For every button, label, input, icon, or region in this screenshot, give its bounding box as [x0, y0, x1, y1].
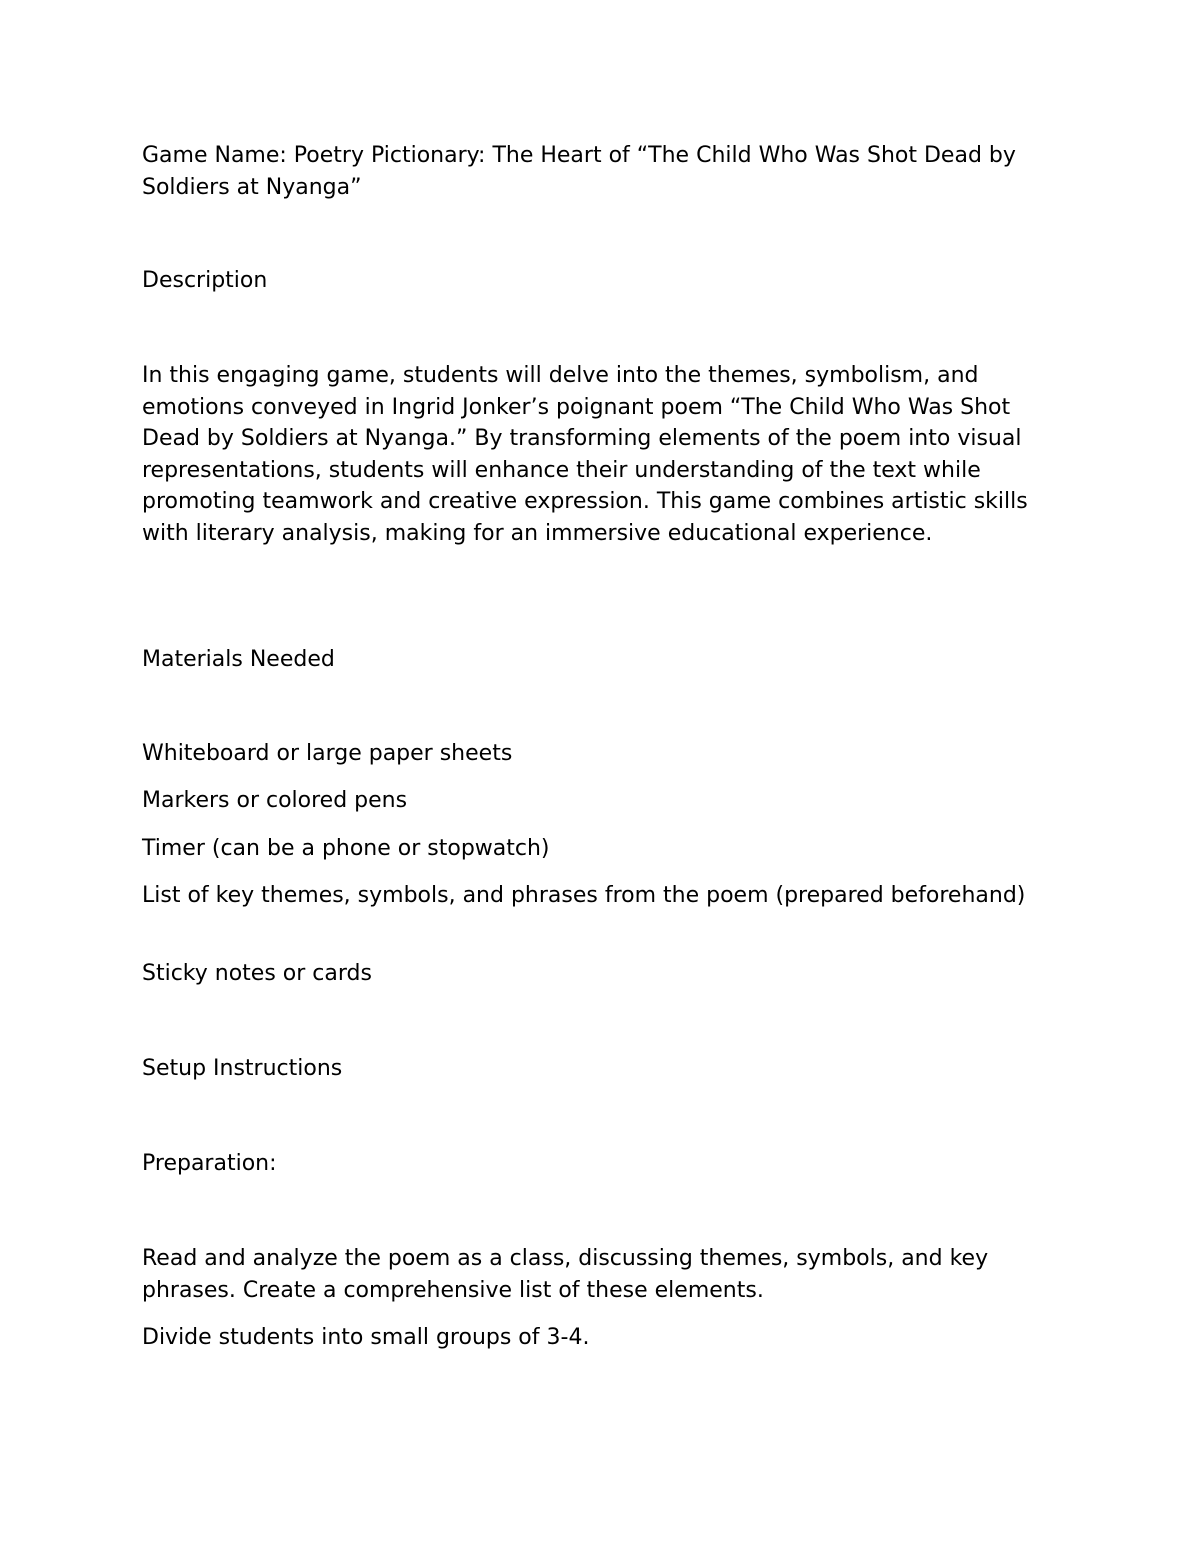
material-item: Markers or colored pens — [142, 788, 408, 813]
setup-heading: Setup Instructions — [142, 1056, 343, 1081]
document-title: Game Name: Poetry Pictionary: The Heart of “The Child Who Was Shot Dead by Soldiers at Nyanga” — [142, 143, 1016, 200]
materials-heading: Materials Needed — [142, 647, 335, 672]
material-item: Timer (can be a phone or stopwatch) — [142, 836, 550, 861]
material-item: Whiteboard or large paper sheets — [142, 741, 513, 766]
description-heading: Description — [142, 268, 268, 293]
material-item: Sticky notes or cards — [142, 961, 372, 986]
material-item: List of key themes, symbols, and phrases from the poem (prepared beforehand) — [142, 883, 1026, 908]
description-paragraph: In this engaging game, students will delve into the themes, symbolism, and emotions conveyed in Ingrid Jonker’s poignant poem “The Child Who Was Shot Dead by Soldiers at Nyanga.” By transforming elements of the poem into visual representations, students will enhance their understanding of the text while promoting teamwork and creative expression. This game combines artistic skills with literary analysis, making for an immersive educational experience. — [142, 363, 1028, 546]
preparation-step: Divide students into small groups of 3-4. — [142, 1325, 590, 1350]
preparation-heading: Preparation: — [142, 1151, 277, 1176]
preparation-step: Read and analyze the poem as a class, discussing themes, symbols, and key phrases. Create a comprehensive list of these elements. — [142, 1246, 989, 1303]
